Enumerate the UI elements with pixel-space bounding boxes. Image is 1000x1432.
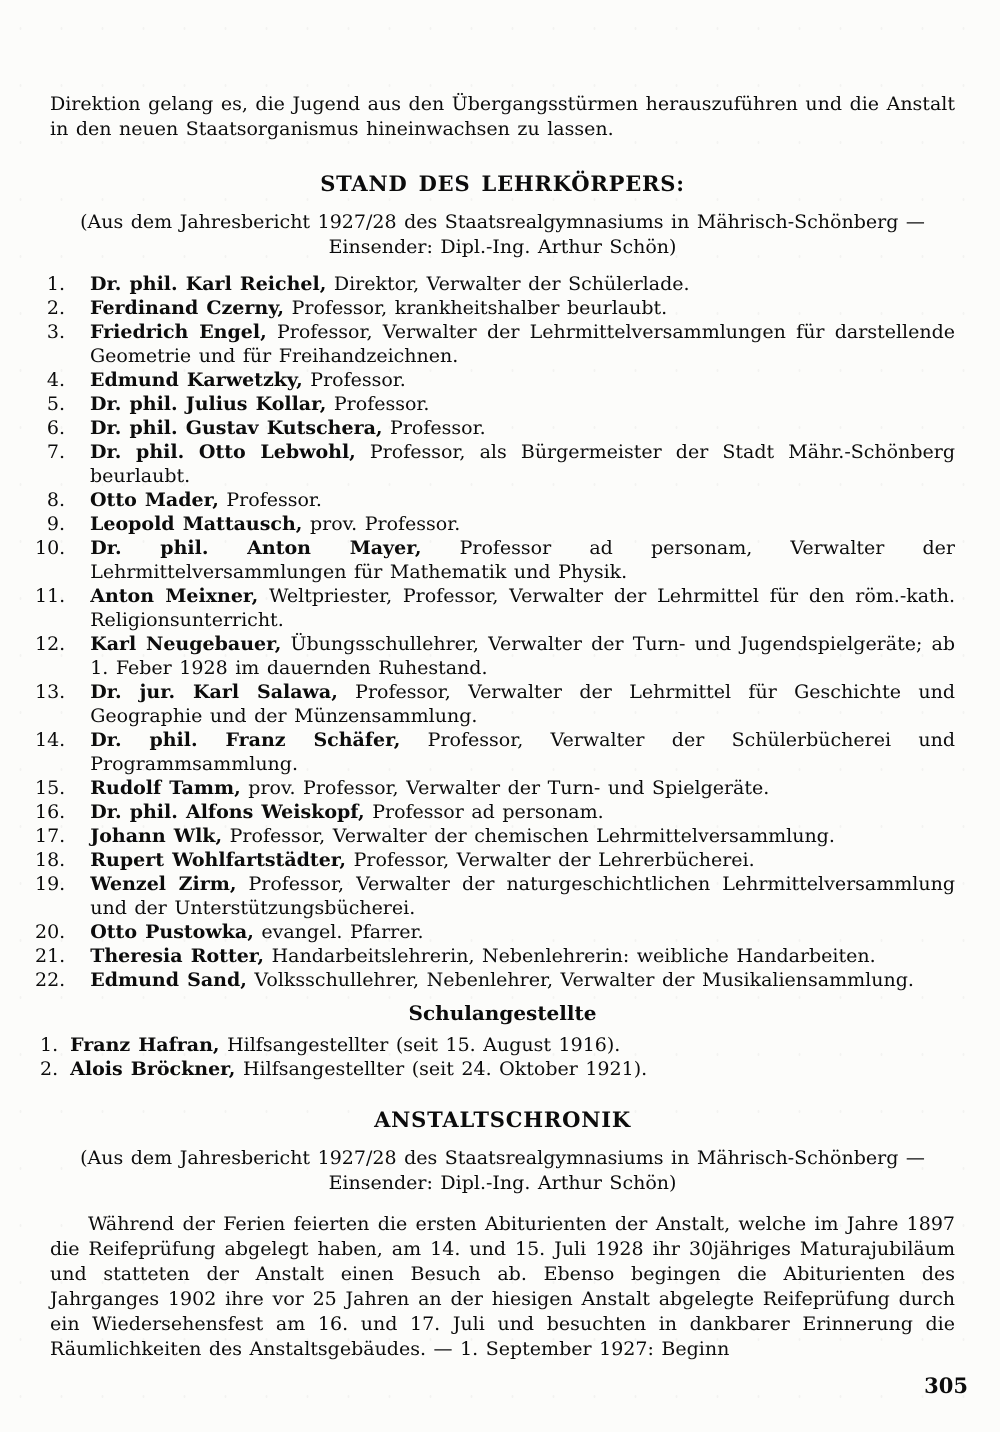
item-text <box>70 1057 955 1081</box>
item-text <box>90 272 955 296</box>
staff-list-item <box>35 320 955 368</box>
item-text <box>90 296 955 320</box>
person-name: Anton Meixner, <box>90 585 259 607</box>
item-text <box>90 968 955 992</box>
staff-list-item <box>35 848 955 872</box>
staff-list-item <box>35 536 955 584</box>
employee-list-item <box>40 1057 955 1081</box>
item-number: 8. <box>46 489 65 511</box>
item-text <box>90 320 955 368</box>
staff-list-item <box>35 488 955 512</box>
item-text <box>90 368 955 392</box>
person-name: Karl Neugebauer, <box>90 633 282 655</box>
person-name: Dr. phil. Anton Mayer, <box>90 537 422 559</box>
staff-list-item <box>35 968 955 992</box>
item-text <box>90 848 955 872</box>
person-description: prov. Professor, Verwalter der Turn- und Spielgeräte. <box>240 777 770 799</box>
staff-list-item <box>35 776 955 800</box>
item-number: 14. <box>35 729 66 751</box>
item-text <box>90 944 955 968</box>
staff-list-item <box>35 800 955 824</box>
item-text <box>90 776 955 800</box>
person-name: Dr. phil. Alfons Weiskopf, <box>90 801 365 823</box>
item-text <box>90 632 955 680</box>
item-number: 21. <box>35 945 66 967</box>
item-text <box>90 416 955 440</box>
item-number: 9. <box>46 513 65 535</box>
item-text <box>90 680 955 728</box>
person-description: Professor, krankheitshalber beurlaubt. <box>284 297 668 319</box>
item-text <box>90 584 955 632</box>
person-name: Ferdinand Czerny, <box>90 297 285 319</box>
item-number: 16. <box>35 801 66 823</box>
staff-list-item <box>35 728 955 776</box>
item-number: 1. <box>46 273 65 295</box>
person-description: Professor ad personam. <box>364 801 604 823</box>
person-description: Professor. <box>302 369 406 391</box>
person-name: Theresia Rotter, <box>90 945 265 967</box>
item-text <box>90 488 955 512</box>
item-number: 11. <box>35 585 66 607</box>
item-number: 1. <box>40 1034 59 1056</box>
source-note-line: (Aus dem Jahresbericht 1927/28 des Staatsrealgymnasiums in Mährisch-Schönberg — <box>80 1147 925 1169</box>
item-number: 4. <box>46 369 65 391</box>
chronik-paragraph: Während der Ferien feierten die ersten Abiturienten der Anstalt, welche im Jahre 1897 die Reifeprüfung abgelegt haben, am 14. und 15. Juli 1928 ihr 30jähriges Maturajubiläum und statteten der Anstalt einen Besuch ab. Ebenso begingen die Abiturienten des Jahrganges 1902 ihre vor 25 Jahren an der hiesigen Anstalt abgelegte Reifeprüfung durch ein Wiedersehensfest am 16. und 17. Juli und besuchten in dankbarer Erinnerung die Räumlichkeiten des Anstaltsgebäudes. — 1. September 1927: Beginn <box>50 1213 955 1360</box>
person-name: Dr. jur. Karl Salawa, <box>90 681 338 703</box>
person-description: Professor, Verwalter der Lehrmittelversammlungen für darstellende Geometrie und für Freihandzeichnen. <box>90 321 956 367</box>
person-description: Übungsschullehrer, Verwalter der Turn- und Jugendspielgeräte; ab 1. Feber 1928 im dauernden Ruhestand. <box>90 633 955 679</box>
staff-list-item <box>35 272 955 296</box>
staff-list-item <box>35 296 955 320</box>
person-description: Professor, als Bürgermeister der Stadt Mähr.-Schönberg beurlaubt. <box>90 441 955 487</box>
item-text <box>90 536 955 584</box>
item-text <box>70 1033 955 1057</box>
staff-list-item <box>35 824 955 848</box>
staff-list-item <box>35 680 955 728</box>
person-name: Franz Hafran, <box>70 1034 220 1056</box>
person-description: Professor, Verwalter der chemischen Lehrmittelversammlung. <box>222 825 835 847</box>
person-name: Leopold Mattausch, <box>90 513 303 535</box>
item-number: 7. <box>46 441 65 463</box>
item-text <box>90 920 955 944</box>
person-description: Direktor, Verwalter der Schülerlade. <box>326 273 690 295</box>
person-description: Volksschullehrer, Nebenlehrer, Verwalter der Musikaliensammlung. <box>246 969 914 991</box>
staff-list <box>35 272 955 992</box>
staff-list-item <box>35 944 955 968</box>
item-number: 6. <box>46 417 65 439</box>
item-number: 10. <box>35 537 66 559</box>
person-description: Professor. <box>218 489 322 511</box>
person-name: Wenzel Zirm, <box>90 873 237 895</box>
item-number: 13. <box>35 681 66 703</box>
source-note-line: Einsender: Dipl.-Ing. Arthur Schön) <box>328 1172 677 1194</box>
item-number: 12. <box>35 633 66 655</box>
item-text <box>90 512 955 536</box>
item-text <box>90 392 955 416</box>
staff-list-item <box>35 632 955 680</box>
item-text <box>90 728 955 776</box>
person-description: Professor. <box>326 393 430 415</box>
person-description: Professor. <box>382 417 486 439</box>
person-description: Weltpriester, Professor, Verwalter der Lehrmittel für den röm.-kath. Religionsunterricht. <box>90 585 955 631</box>
item-number: 17. <box>35 825 66 847</box>
person-description: Hilfsangestellter (seit 24. Oktober 1921). <box>235 1058 648 1080</box>
staff-list-item <box>35 440 955 488</box>
person-description: Professor, Verwalter der Lehrmittel für Geschichte und Geographie und der Münzensammlung. <box>90 681 955 727</box>
person-name: Dr. phil. Julius Kollar, <box>90 393 327 415</box>
staff-list-item <box>35 872 955 920</box>
person-description: prov. Professor. <box>302 513 461 535</box>
person-name: Johann Wlk, <box>90 825 223 847</box>
source-note-anstaltschronik <box>50 1146 955 1196</box>
item-text <box>90 800 955 824</box>
person-description: Hilfsangestellter (seit 15. August 1916). <box>219 1034 621 1056</box>
person-name: Friedrich Engel, <box>90 321 267 343</box>
item-number: 22. <box>35 969 66 991</box>
intro-paragraph: Direktion gelang es, die Jugend aus den Übergangsstürmen herauszuführen und die Anstalt in den neuen Staatsorganismus hineinwachsen zu lassen. <box>50 93 955 140</box>
item-text <box>90 872 955 920</box>
person-name: Otto Mader, <box>90 489 219 511</box>
person-name: Otto Pustowka, <box>90 921 254 943</box>
staff-list-item <box>35 416 955 440</box>
item-number: 2. <box>46 297 65 319</box>
staff-list-item <box>35 368 955 392</box>
page-number: 305 <box>924 1373 968 1398</box>
item-number: 20. <box>35 921 66 943</box>
item-number: 5. <box>46 393 65 415</box>
source-note-lehrkoerper <box>50 210 955 260</box>
employees-list <box>40 1033 955 1081</box>
person-description: Professor, Verwalter der naturgeschichtlichen Lehrmittelversammlung und der Unterstützungsbücherei. <box>90 873 955 919</box>
item-number: 2. <box>40 1058 59 1080</box>
person-description: Professor, Verwalter der Schülerbücherei und Programmsammlung. <box>90 729 955 775</box>
staff-list-item <box>35 920 955 944</box>
item-number: 3. <box>46 321 65 343</box>
item-text <box>90 824 955 848</box>
staff-list-item <box>35 392 955 416</box>
person-name: Alois Bröckner, <box>70 1058 236 1080</box>
section-heading-anstaltschronik: ANSTALTSCHRONIK <box>374 1107 631 1132</box>
staff-list-item <box>35 512 955 536</box>
person-name: Edmund Sand, <box>90 969 247 991</box>
person-description: evangel. Pfarrer. <box>253 921 424 943</box>
source-note-line: (Aus dem Jahresbericht 1927/28 des Staatsrealgymnasiums in Mährisch-Schönberg — <box>80 211 925 233</box>
person-description: Handarbeitslehrerin, Nebenlehrerin: weibliche Handarbeiten. <box>264 945 876 967</box>
person-name: Dr. phil. Franz Schäfer, <box>90 729 401 751</box>
person-name: Rupert Wohlfartstädter, <box>90 849 347 871</box>
person-name: Dr. phil. Otto Lebwohl, <box>90 441 356 463</box>
person-name: Dr. phil. Karl Reichel, <box>90 273 327 295</box>
item-number: 15. <box>35 777 66 799</box>
item-text <box>90 440 955 488</box>
person-name: Rudolf Tamm, <box>90 777 241 799</box>
person-name: Dr. phil. Gustav Kutschera, <box>90 417 383 439</box>
item-number: 19. <box>35 873 66 895</box>
staff-list-item <box>35 584 955 632</box>
section-heading-lehrkoerper: STAND DES LEHRKÖRPERS: <box>320 171 685 196</box>
section-heading-schulangestellte: Schulangestellte <box>408 1001 597 1025</box>
source-note-line: Einsender: Dipl.-Ing. Arthur Schön) <box>328 236 677 258</box>
employee-list-item <box>40 1033 955 1057</box>
item-number: 18. <box>35 849 66 871</box>
person-name: Edmund Karwetzky, <box>90 369 303 391</box>
person-description: Professor, Verwalter der Lehrerbücherei. <box>346 849 755 871</box>
person-description: Professor ad personam, Verwalter der Lehrmittelversammlungen für Mathematik und Physik. <box>90 537 955 583</box>
